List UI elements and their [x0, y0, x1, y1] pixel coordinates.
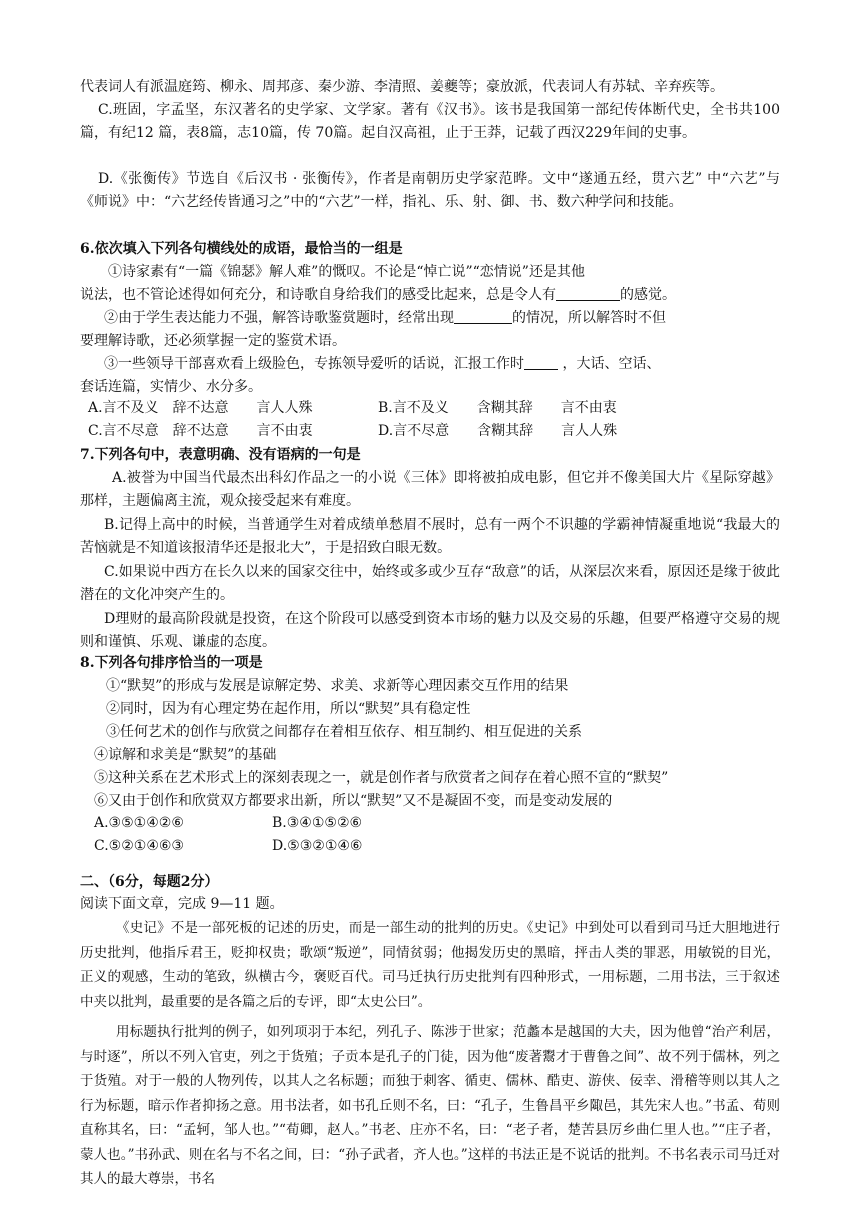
q5-option-d: D.《张衡传》节选自《后汉书 · 张衡传》，作者是南朝历史学家范晔。文中“遂通五经，贯六艺” 中“六艺”与《师说》中：“六艺经传皆通习之”中的“六艺”一样，指礼、乐、射、御、书、数六种学问和技能。 — [80, 171, 780, 210]
q6-option-d: D.言不尽意 含糊其辞 言人人殊 — [378, 423, 618, 439]
q8-option-b: B.③④①⑤②⑥ — [272, 815, 363, 831]
q8-item-1: ①“默契”的形成与发展是谅解定势、求美、求新等心理因素交互作用的结果 — [106, 678, 569, 694]
q6-option-a: A.言不及义 辞不达意 言人人殊 — [88, 400, 313, 416]
q8-item-4: ④谅解和求美是“默契”的基础 — [94, 747, 277, 763]
q8-option-d: D.⑤③②①④⑥ — [272, 838, 363, 854]
q6-sentence-1b: 说法，也不管论述得如何充分，和诗歌自身给我们的感受比起来，总是令人有 的感觉。 — [80, 287, 676, 303]
q8-option-c: C.⑤②①④⑥③ — [94, 838, 184, 854]
q6-sentence-3c: 套话连篇，实情少、水分多。 — [80, 379, 262, 395]
q7-title: 7.下列各句中，表意明确、没有语病的一句是 — [80, 447, 361, 463]
q5-line-1: 代表词人有派温庭筠、柳永、周邦彦、秦少游、李清照、姜夔等；豪放派，代表词人有苏轼、辛弃疾等。 — [80, 79, 724, 95]
section2-intro: 阅读下面文章，完成 9—11 题。 — [80, 896, 284, 912]
q7-option-b: B.记得上高中的时候，当普通学生对着成绩单愁眉不展时，总有一两个不识趣的学霸神情凝重地说“我最大的苦恼就是不知道该报清华还是报北大”，于是招致白眼无数。 — [80, 517, 780, 556]
q7-option-a: A.被誉为中国当代最杰出科幻作品之一的小说《三体》即将被拍成电影，但它并不像美国大片《星际穿越》那样，主题偏离主流，观众接受起来有难度。 — [80, 470, 780, 509]
q8-item-6: ⑥又由于创作和欣赏双方都要求出新，所以“默契”又不是凝固不变，而是变动发展的 — [94, 793, 613, 809]
q8-item-5: ⑤这种关系在艺术形式上的深刻表现之一，就是创作者与欣赏者之间存在着心照不宣的“默契” — [94, 770, 669, 786]
q6-blank-1 — [556, 286, 620, 301]
q7-option-d: D理财的最高阶段就是投资，在这个阶段可以感受到资本市场的魅力以及交易的乐趣，但要严格遵守交易的规则和谨慎、乐观、谦虚的态度。 — [80, 611, 780, 650]
q6-blank-3 — [524, 355, 558, 370]
q6-sentence-3a: ③一些领导干部喜欢看上级脸色，专拣领导爱听的话说，汇报工作时 ，大话、空话、 — [104, 356, 661, 372]
q8-item-3: ③任何艺术的创作与欣赏之间都存在着相互依存、相互制约、相互促进的关系 — [106, 724, 582, 740]
q6-title: 6.依次填入下列各句横线处的成语，最恰当的一组是 — [80, 241, 403, 257]
q6-sentence-1a: ①诗家素有“一篇《锦瑟》解人难”的慨叹。不论是“悼亡说”“恋情说”还是其他 — [108, 264, 585, 280]
section2-title: 二、（6分，每题2分） — [80, 874, 219, 890]
q6-option-c: C.言不尽意 辞不达意 言不由衷 — [88, 423, 313, 439]
q5-option-c: C.班固，字孟坚，东汉著名的史学家、文学家。著有《汉书》。该书是我国第一部纪传体断代史，全书共100篇，有纪12 篇，表8篇，志10篇，传 70篇。起自汉高祖，止于王莽，记载了西汉229年间的史事。 — [80, 102, 780, 141]
q8-item-2: ②同时，因为有心理定势在起作用，所以“默契”具有稳定性 — [106, 701, 471, 717]
q8-title: 8.下列各句排序恰当的一项是 — [80, 655, 263, 671]
q8-option-a: A.③⑤①④②⑥ — [94, 815, 184, 831]
q6-blank-2 — [454, 309, 512, 324]
q6-option-b: B.言不及义 含糊其辞 言不由衷 — [378, 400, 617, 416]
article-paragraph-1: 《史记》不是一部死板的记述的历史，而是一部生动的批判的历史。《史记》中到处可以看到司马迁大胆地进行历史批判，他指斥君王，贬抑权贵；歌颂“叛逆”，同情贫弱；他揭发历史的黑暗，抨击人类的罪恶，用敏锐的目光，正义的观感，生动的笔致，纵横古今，褒贬百代。司马迁执行历史批判有四种形式，一用标题，二用书法，三于叙述中夹以批判，最重要的是各篇之后的专评，即“太史公曰”。 — [80, 920, 780, 1010]
article-paragraph-2: 用标题执行批判的例子，如列项羽于本纪，列孔子、陈涉于世家；范蠡本是越国的大夫，因为他曾“治产利居，与时逐”，所以不列入官吏，列之于货殖；子贡本是孔子的门徒，因为他“废著鬻才于曹鲁之间”、故不列于儒林，列之于货殖。对于一般的人物列传，以其人之名标题；而独于刺客、循吏、儒林、酷吏、游侠、佞幸、滑稽等则以其人之行为标题，暗示作者抑扬之意。用书法者，如书孔丘则不名，曰：“孔子，生鲁昌平乡陬邑，其先宋人也。”书孟、荀则直称其名，曰：“孟轲，邹人也。”“荀卿，赵人。”书老、庄亦不名，曰：“老子者，楚苦县厉乡曲仁里人也。”“庄子者，蒙人也。”书孙武、则在名与不名之间，曰：“孙子武者，齐人也。”这样的书法正是不说话的批判。不书名表示司马迁对其人的最大尊崇，书名 — [80, 1024, 780, 1187]
q7-option-c: C.如果说中西方在长久以来的国家交往中，始终或多或少互存“敌意”的话，从深层次来看，原因还是缘于彼此潜在的文化冲突产生的。 — [80, 564, 780, 603]
q6-sentence-2c: 要理解诗歌，还必须掌握一定的鉴赏术语。 — [80, 333, 346, 349]
q6-sentence-2a: ②由于学生表达能力不强，解答诗歌鉴赏题时，经常出现 的情况，所以解答时不但 — [104, 310, 666, 326]
